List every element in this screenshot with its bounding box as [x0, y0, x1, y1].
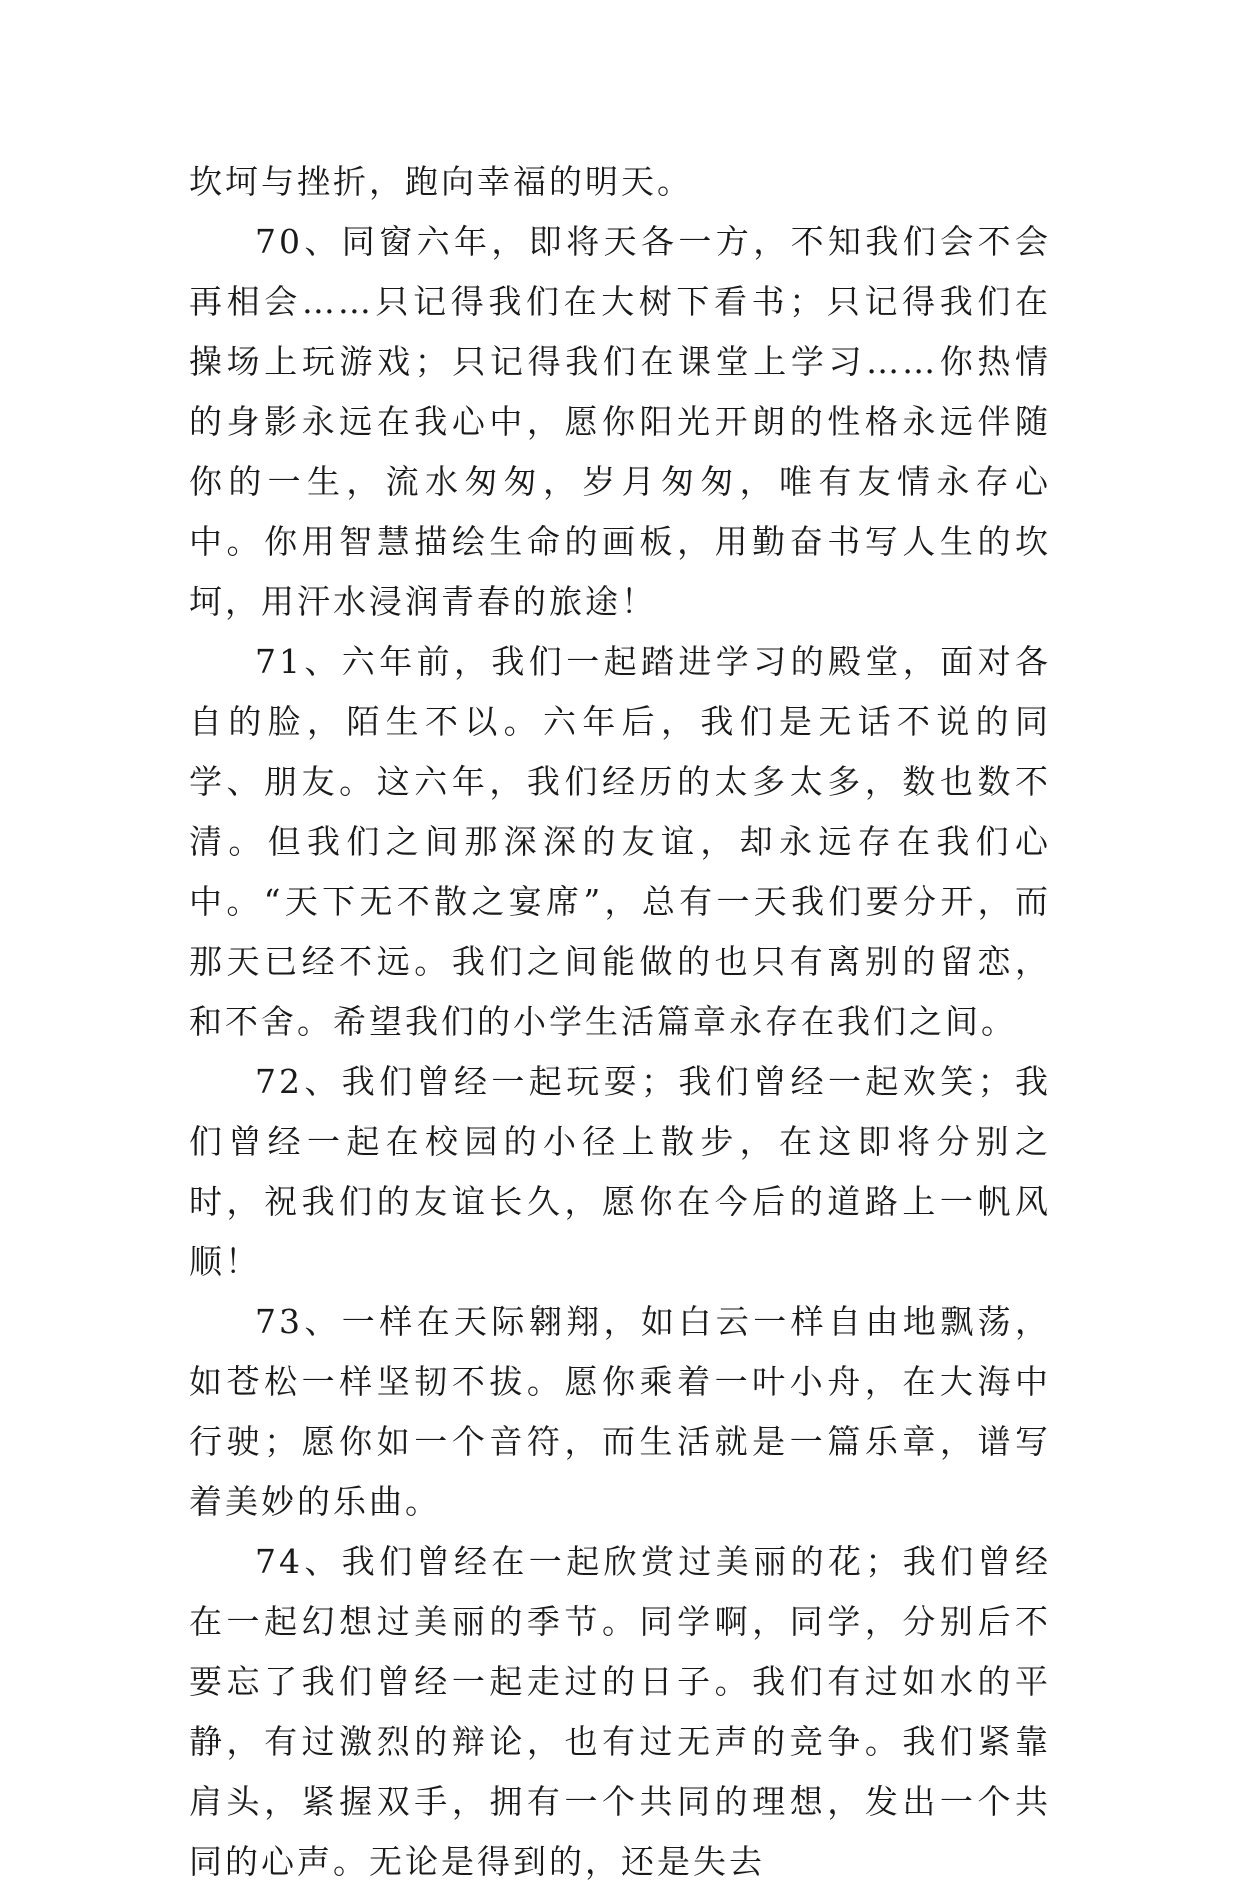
paragraph-71: 71、六年前，我们一起踏进学习的殿堂，面对各自的脸，陌生不以。六年后，我们是无话不说的同学、朋友。这六年，我们经历的太多太多，数也数不清。但我们之间那深深的友谊，却永远存在我们心中。“天下无不散之宴席”，总有一天我们要分开，而那天已经不远。我们之间能做的也只有离别的留恋，和不舍。希望我们的小学生活篇章永存在我们之间。 — [189, 642, 1051, 1041]
paragraph-continuation: 坎坷与挫折，跑向幸福的明天。 — [189, 162, 693, 201]
document-body — [189, 152, 1051, 1892]
paragraph-73: 73、一样在天际翱翔，如白云一样自由地飘荡，如苍松一样坚韧不拔。愿你乘着一叶小舟，在大海中行驶；愿你如一个音符，而生活就是一篇乐章，谱写着美妙的乐曲。 — [189, 1302, 1051, 1521]
paragraph-70: 70、同窗六年，即将天各一方，不知我们会不会再相会……只记得我们在大树下看书；只记得我们在操场上玩游戏；只记得我们在课堂上学习……你热情的身影永远在我心中，愿你阳光开朗的性格永远伴随你的一生，流水匆匆，岁月匆匆，唯有友情永存心中。你用智慧描绘生命的画板，用勤奋书写人生的坎坷，用汗水浸润青春的旅途！ — [189, 222, 1051, 621]
paragraph-72: 72、我们曾经一起玩耍；我们曾经一起欢笑；我们曾经一起在校园的小径上散步，在这即将分别之时，祝我们的友谊长久，愿你在今后的道路上一帆风顺！ — [189, 1062, 1051, 1281]
paragraph-74: 74、我们曾经在一起欣赏过美丽的花；我们曾经在一起幻想过美丽的季节。同学啊，同学，分别后不要忘了我们曾经一起走过的日子。我们有过如水的平静，有过激烈的辩论，也有过无声的竞争。我们紧靠肩头，紧握双手，拥有一个共同的理想，发出一个共同的心声。无论是得到的，还是失去 — [189, 1542, 1051, 1881]
